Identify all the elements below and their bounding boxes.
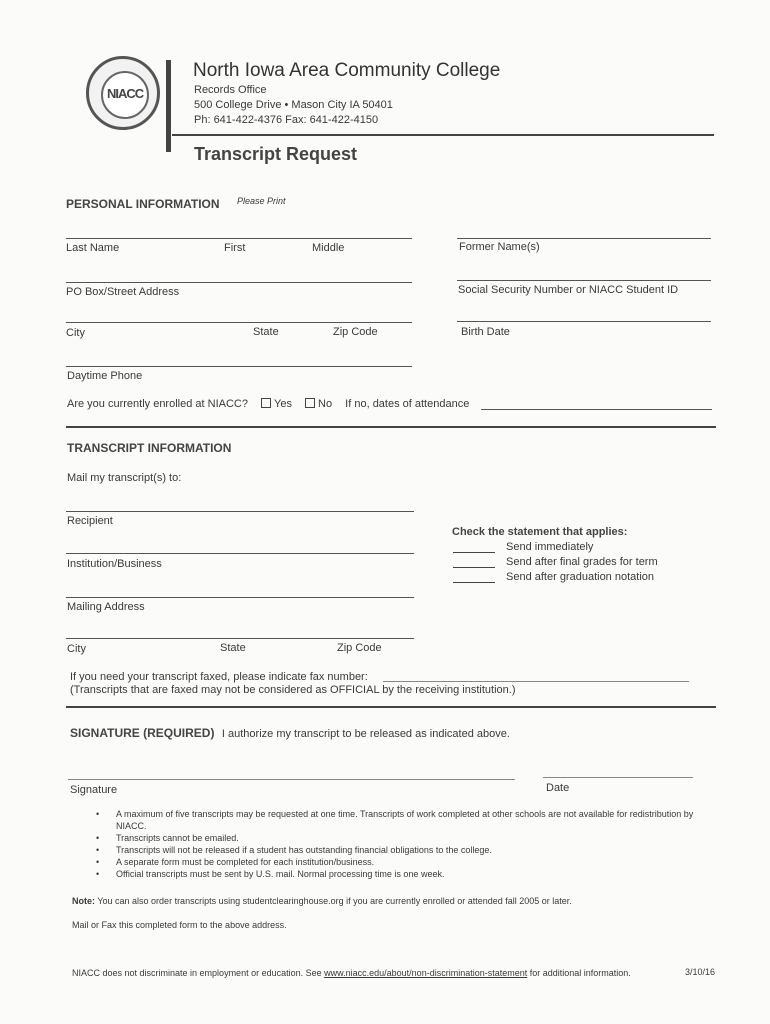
if-no-label: If no, dates of attendance [345, 398, 470, 410]
footer-text-before: NIACC does not discriminate in employment or education. See [72, 968, 325, 978]
mailing-address-label: Mailing Address [67, 601, 145, 613]
ssn-label: Social Security Number or NIACC Student ID [458, 284, 679, 296]
fax-number-field[interactable] [383, 681, 689, 682]
list-item: • Transcripts will not be released if a student has outstanding financial obligations to the college. [96, 844, 706, 856]
personal-info-heading: PERSONAL INFORMATION [66, 197, 220, 211]
note-label: Note: [72, 896, 95, 906]
authorize-text: I authorize my transcript to be released as indicated above. [221, 728, 510, 740]
recipient-field[interactable] [66, 511, 414, 512]
birth-date-label: Birth Date [461, 326, 510, 338]
zip-label: Zip Code [333, 326, 378, 338]
ssn-field[interactable] [457, 280, 711, 281]
yes-label: Yes [274, 398, 292, 410]
name-field[interactable] [66, 238, 412, 239]
yes-checkbox[interactable] [261, 398, 271, 408]
institution-label: Institution/Business [67, 558, 162, 570]
send-after-graduation-label: Send after graduation notation [506, 571, 655, 583]
form-title: Transcript Request [194, 144, 358, 164]
signature-row [70, 724, 510, 742]
footer-text-after: for additional information. [527, 968, 631, 978]
send-immediately-label: Send immediately [506, 541, 594, 553]
former-names-label: Former Name(s) [459, 241, 540, 253]
send-after-grades-label: Send after final grades for term [506, 556, 658, 568]
date-field[interactable] [543, 777, 693, 778]
list-item: • Transcripts cannot be emailed. [96, 832, 706, 844]
birth-date-field[interactable] [457, 321, 711, 322]
mailing-address-field[interactable] [66, 597, 414, 598]
revision-date: 3/10/16 [685, 967, 716, 977]
list-item: • Official transcripts must be sent by U.S. mail. Normal processing time is one week. [96, 868, 706, 880]
transcript-info-heading: TRANSCRIPT INFORMATION [67, 441, 232, 455]
fax-number-label: If you need your transcript faxed, please indicate fax number: [70, 671, 368, 683]
check-statement-heading: Check the statement that applies: [452, 526, 628, 538]
street-field[interactable] [66, 282, 412, 283]
seal-inner [101, 71, 149, 119]
note-text: You can also order transcripts using studentclearinghouse.org if you are currently enrolled or attended fall 2005 or later. [97, 896, 572, 906]
header-divider [166, 60, 171, 152]
mail-zip-label: Zip Code [337, 642, 382, 654]
list-item: • A separate form must be completed for each institution/business. [96, 856, 706, 868]
section-rule-2 [66, 706, 716, 708]
records-office: Records Office [194, 84, 267, 96]
mail-city-label: City [67, 643, 86, 655]
signature-field[interactable] [68, 779, 515, 780]
send-after-graduation-blank[interactable] [453, 582, 495, 583]
city-label: City [66, 327, 85, 339]
mail-to-label: Mail my transcript(s) to: [67, 472, 182, 484]
send-after-grades-blank[interactable] [453, 567, 495, 568]
institution-field[interactable] [66, 553, 414, 554]
enrolled-question-row [67, 398, 469, 410]
signature-heading: SIGNATURE (REQUIRED) [70, 726, 215, 740]
state-label: State [253, 326, 279, 338]
mail-state-label: State [220, 642, 246, 654]
college-name: North Iowa Area Community College [193, 60, 501, 81]
date-label: Date [546, 782, 570, 794]
header-rule [172, 134, 714, 136]
daytime-phone-field[interactable] [66, 366, 412, 367]
signature-label: Signature [70, 784, 118, 796]
middle-name-label: Middle [312, 242, 345, 254]
first-name-label: First [224, 242, 246, 254]
please-print-note: Please Print [237, 196, 286, 206]
mail-fax-instruction: Mail or Fax this completed form to the above address. [72, 920, 287, 930]
fax-official-note: (Transcripts that are faxed may not be considered as OFFICIAL by the receiving institution.) [70, 684, 516, 696]
notes-list [96, 808, 706, 880]
recipient-label: Recipient [67, 515, 113, 527]
street-label: PO Box/Street Address [66, 286, 180, 298]
logo-text: NIACC [107, 86, 144, 101]
mail-city-state-zip-field[interactable] [66, 638, 414, 639]
daytime-phone-label: Daytime Phone [67, 370, 143, 382]
college-address: 500 College Drive • Mason City IA 50401 [194, 99, 393, 111]
footer-statement [72, 968, 631, 978]
former-names-field[interactable] [457, 238, 711, 239]
dates-attendance-field[interactable] [481, 409, 712, 410]
city-state-zip-field[interactable] [66, 322, 412, 323]
college-phone: Ph: 641-422-4376 Fax: 641-422-4150 [194, 114, 379, 126]
no-label: No [318, 398, 333, 410]
last-name-label: Last Name [66, 242, 120, 254]
non-discrimination-link[interactable]: www.niacc.edu/about/non-discrimination-statement [324, 968, 528, 978]
college-seal-logo [86, 56, 160, 130]
section-rule-1 [66, 426, 716, 428]
no-checkbox[interactable] [305, 398, 315, 408]
enrolled-question: Are you currently enrolled at NIACC? [67, 398, 248, 410]
list-item: • A maximum of five transcripts may be requested at one time. Transcripts of work completed at other schools are not available for redistribution by NIACC. [96, 808, 706, 832]
send-immediately-blank[interactable] [453, 552, 495, 553]
clearinghouse-note [72, 896, 572, 906]
